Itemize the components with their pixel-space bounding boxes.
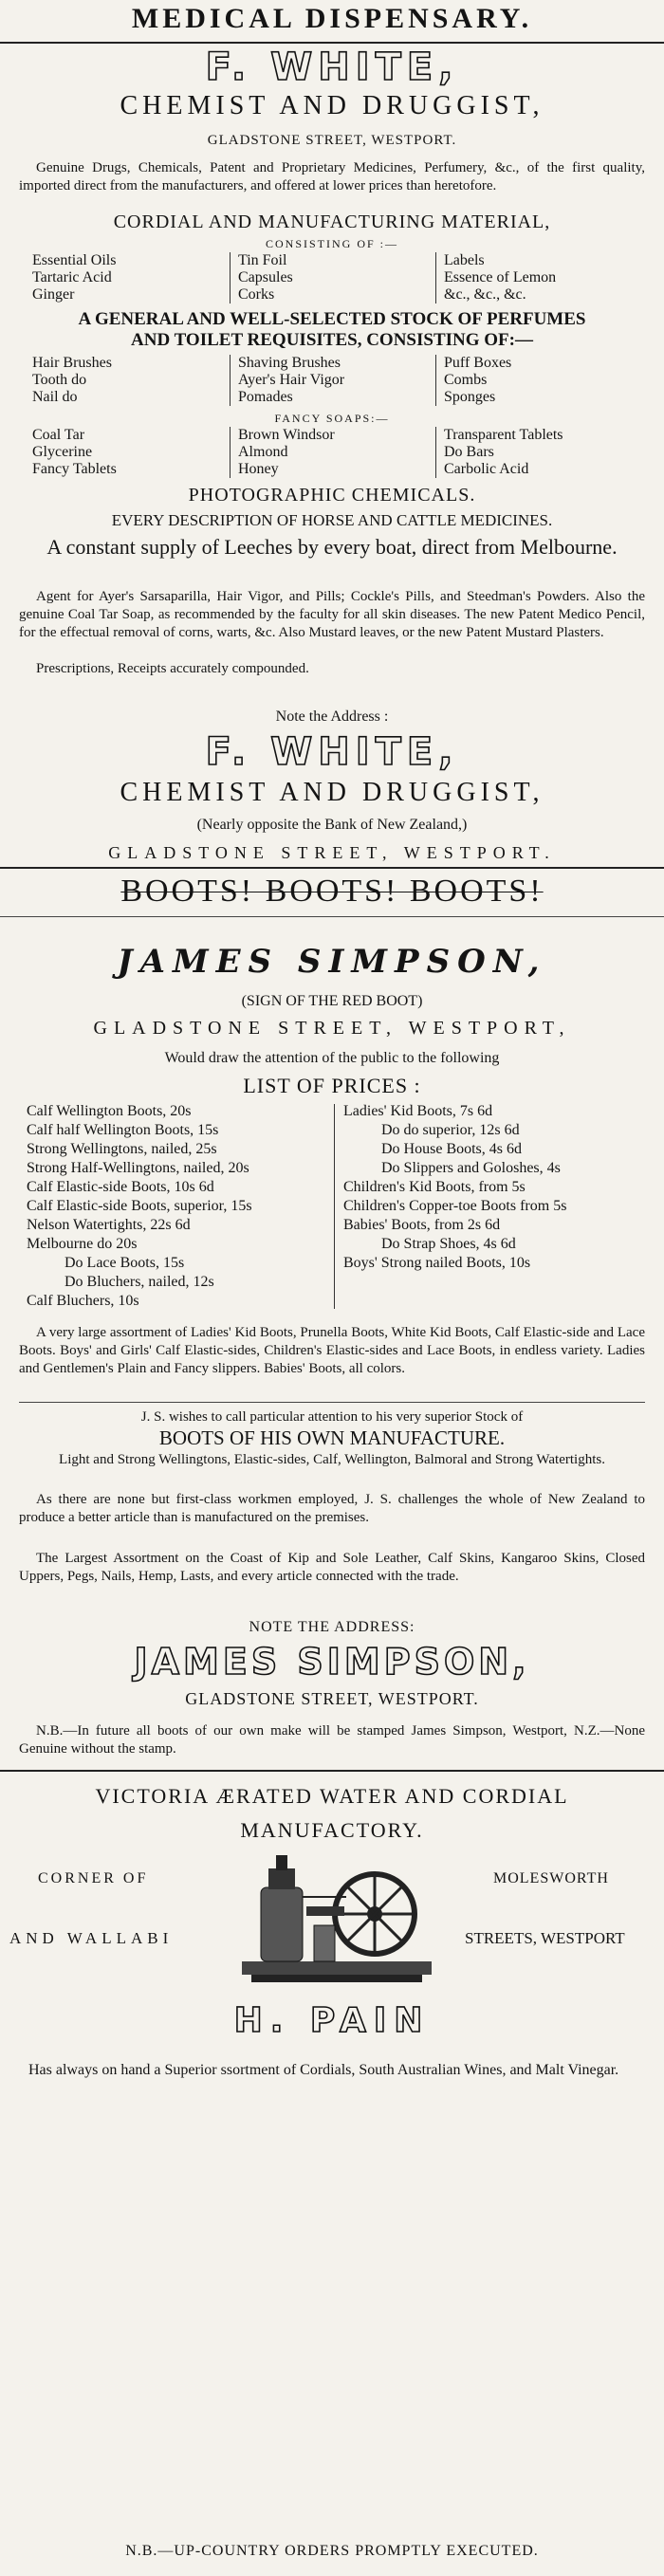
molesworth-label: MOLESWORTH [493,1870,609,1886]
list-item: Do Bars [444,444,494,460]
list-item: Tin Foil [238,252,287,268]
divider [19,1402,645,1403]
cordial-columns [25,252,641,304]
table-row: Do do superior, 12s 6d [381,1122,520,1138]
table-row: Calf half Wellington Boots, 15s [27,1122,219,1138]
table-row: Do House Boots, 4s 6d [381,1141,523,1157]
dispensary-name: F. WHITE, [205,46,459,89]
simpson-name-2: JAMES SIMPSON, [134,1641,530,1683]
list-item: Puff Boxes [444,355,512,371]
simpson-name: JAMES SIMPSON, [117,943,547,981]
divider [0,42,664,44]
table-row: Children's Copper-toe Boots from 5s [343,1198,567,1214]
simpson-street: GLADSTONE STREET, WESTPORT, [93,1018,571,1039]
list-item: Carbolic Acid [444,461,529,477]
price-list-left [27,1102,330,1311]
dispensary-subtitle-2: CHEMIST AND DRUGGIST, [120,778,544,807]
list-item: Transparent Tablets [444,427,563,443]
list-item: Corks [238,286,275,303]
dispensary-subtitle: CHEMIST AND DRUGGIST, [120,91,544,120]
dispensary-street-2: GLADSTONE STREET, WESTPORT. [108,843,556,862]
list-item: Tooth do [32,372,87,388]
streets-westport-label: STREETS, WESTPORT [465,1929,625,1947]
list-item: Fancy Tablets [32,461,117,477]
table-row: Calf Elastic-side Boots, superior, 15s [27,1198,252,1214]
horse-medicines: EVERY DESCRIPTION OF HORSE AND CATTLE MEDICINES. [111,511,553,529]
soap-col-1 [25,427,230,478]
dispensary-title: MEDICAL DISPENSARY. [131,3,533,34]
consisting-of-label: CONSISTING OF :— [265,237,398,250]
red-boot-sign: (SIGN OF THE RED BOOT) [241,993,423,1009]
soap-col-3 [435,427,641,478]
dispensary-name-2: F. WHITE, [205,730,459,774]
divider [0,1770,664,1772]
list-item: Hair Brushes [32,355,112,371]
list-item: Ginger [32,286,75,303]
dispensary-intro: Genuine Drugs, Chemicals, Patent and Proprietary Medicines, Perfumery, &c., of the first quality, imported direct from the manufacturers, and offered at lower prices than heretofore. [19,160,645,193]
table-row: Calf Bluchers, 10s [27,1293,139,1309]
simpson-street-2: GLADSTONE STREET, WESTPORT. [185,1689,479,1708]
prescriptions-line: Prescriptions, Receipts accurately compounded. [36,661,309,676]
aerating-machine-illustration [232,1849,451,1992]
assortment-paragraph: A very large assortment of Ladies' Kid Boots, Prunella Boots, White Kid Boots, Calf Elastic-side and Lace Boots. Boys' and Girls' Calf Elastic-sides, Children's Elastic-sides and Lace Boots, in endless variety. Ladies and Gentlemen's Plain and Fancy slippers. Babies' Boots, all colors. [19,1325,645,1376]
cordial-col-1 [25,252,230,304]
list-item: Brown Windsor [238,427,335,443]
victoria-heading-1: VICTORIA ÆRATED WATER AND CORDIAL [95,1784,569,1808]
divider [0,916,664,917]
list-item: Sponges [444,389,496,405]
and-wallabi-label: AND WALLABI [9,1929,174,1947]
note-the-address: NOTE THE ADDRESS: [249,1619,415,1635]
list-item: Combs [444,372,488,388]
list-item: Essence of Lemon [444,269,557,285]
price-list-right [343,1102,647,1273]
leeches-notice: A constant supply of Leeches by every boat, direct from Melbourne. [46,535,618,559]
table-row: Ladies' Kid Boots, 7s 6d [343,1103,493,1119]
table-row: Do Slippers and Goloshes, 4s [381,1160,561,1176]
list-item: Honey [238,461,279,477]
list-item: Shaving Brushes [238,355,341,371]
stamp-notice: N.B.—In future all boots of our own make will be stamped James Simpson, Westport, N.Z.—None Genuine without the stamp. [19,1723,645,1757]
list-item: Nail do [32,389,78,405]
table-row: Do Lace Boots, 15s [65,1255,185,1271]
wishes-line: J. S. wishes to call particular attention to his very superior Stock of [140,1409,524,1425]
toilet-columns [25,355,641,406]
table-row: Boys' Strong nailed Boots, 10s [343,1255,531,1271]
pain-stock-paragraph: Has always on hand a Superior ssortment of Cordials, South Australian Wines, and Malt Vinegar. [28,2062,619,2078]
cordial-heading: CORDIAL AND MANUFACTURING MATERIAL, [113,212,551,232]
toilet-col-2 [230,355,435,406]
table-row: Nelson Watertights, 22s 6d [27,1217,191,1233]
list-item: Glycerine [32,444,93,460]
soap-columns [25,427,641,478]
table-row: Strong Half-Wellingtons, nailed, 20s [27,1160,249,1176]
list-item: Coal Tar [32,427,85,443]
list-item: Capsules [238,269,293,285]
list-item: Almond [238,444,288,460]
largest-assortment-paragraph: The Largest Assortment on the Coast of Kip and Sole Leather, Calf Skins, Kangaroo Skins, Closed Uppers, Pegs, Nails, Hemp, Lasts, and every article connected with the trade. [19,1551,645,1584]
pain-name: H. PAIN [233,2001,431,2040]
fancy-soaps-label: FANCY SOAPS:— [274,412,390,425]
table-row: Strong Wellingtons, nailed, 25s [27,1141,217,1157]
own-manufacture-heading: BOOTS OF HIS OWN MANUFACTURE. [158,1426,506,1449]
table-row: Melbourne do 20s [27,1236,138,1252]
list-item: Pomades [238,389,293,405]
list-item: &c., &c., &c. [444,286,526,303]
list-item: Ayer's Hair Vigor [238,372,345,388]
attention-line: Would draw the attention of the public to the following [164,1050,500,1066]
toilet-heading-1: A GENERAL AND WELL-SELECTED STOCK OF PERFUMES [78,309,586,329]
table-row: Calf Elastic-side Boots, 10s 6d [27,1179,214,1195]
list-item: Labels [444,252,485,268]
victoria-heading-2: MANUFACTORY. [240,1818,424,1842]
photo-chemicals: PHOTOGRAPHIC CHEMICALS. [188,485,476,506]
table-row: Babies' Boots, from 2s 6d [343,1217,501,1233]
toilet-col-3 [435,355,641,406]
list-item: Essential Oils [32,252,117,268]
soap-col-2 [230,427,435,478]
note-address: Note the Address : [275,708,389,725]
cordial-col-3 [435,252,641,304]
boots-banner: BOOTS! BOOTS! BOOTS! [120,874,544,909]
upcountry-orders: N.B.—UP-COUNTRY ORDERS PROMPTLY EXECUTED. [125,2543,539,2559]
list-of-prices-heading: LIST OF PRICES : [243,1074,421,1097]
cordial-col-2 [230,252,435,304]
light-strong-line: Light and Strong Wellingtons, Elastic-sides, Calf, Wellington, Balmoral and Strong Watertights. [59,1452,605,1467]
corner-of-label: CORNER OF [38,1870,149,1886]
table-row: Do Bluchers, nailed, 12s [65,1274,214,1290]
agent-paragraph: Agent for Ayer's Sarsaparilla, Hair Vigor, and Pills; Cockle's Pills, and Steedman's Powders. Also the genuine Coal Tar Soap, as recommended by the faculty for all skin diseases. The new Patent Medico Pencil, for the effectual removal of corns, warts, &c. Also Mustard leaves, or the new Patent Mustard Plasters. [19,589,645,640]
price-column-divider [334,1104,335,1309]
opposite-bank: (Nearly opposite the Bank of New Zealand,) [196,817,468,833]
challenge-paragraph: As there are none but first-class workmen employed, J. S. challenges the whole of New Zealand to produce a better article than is manufactured on the premises. [19,1492,645,1525]
table-row: Calf Wellington Boots, 20s [27,1103,192,1119]
divider [0,867,664,869]
table-row: Do Strap Shoes, 4s 6d [381,1236,516,1252]
toilet-heading-2: AND TOILET REQUISITES, CONSISTING OF:— [131,330,533,350]
list-item: Tartaric Acid [32,269,112,285]
toilet-col-1 [25,355,230,406]
table-row: Children's Kid Boots, from 5s [343,1179,526,1195]
dispensary-street: GLADSTONE STREET, WESTPORT. [207,133,457,148]
